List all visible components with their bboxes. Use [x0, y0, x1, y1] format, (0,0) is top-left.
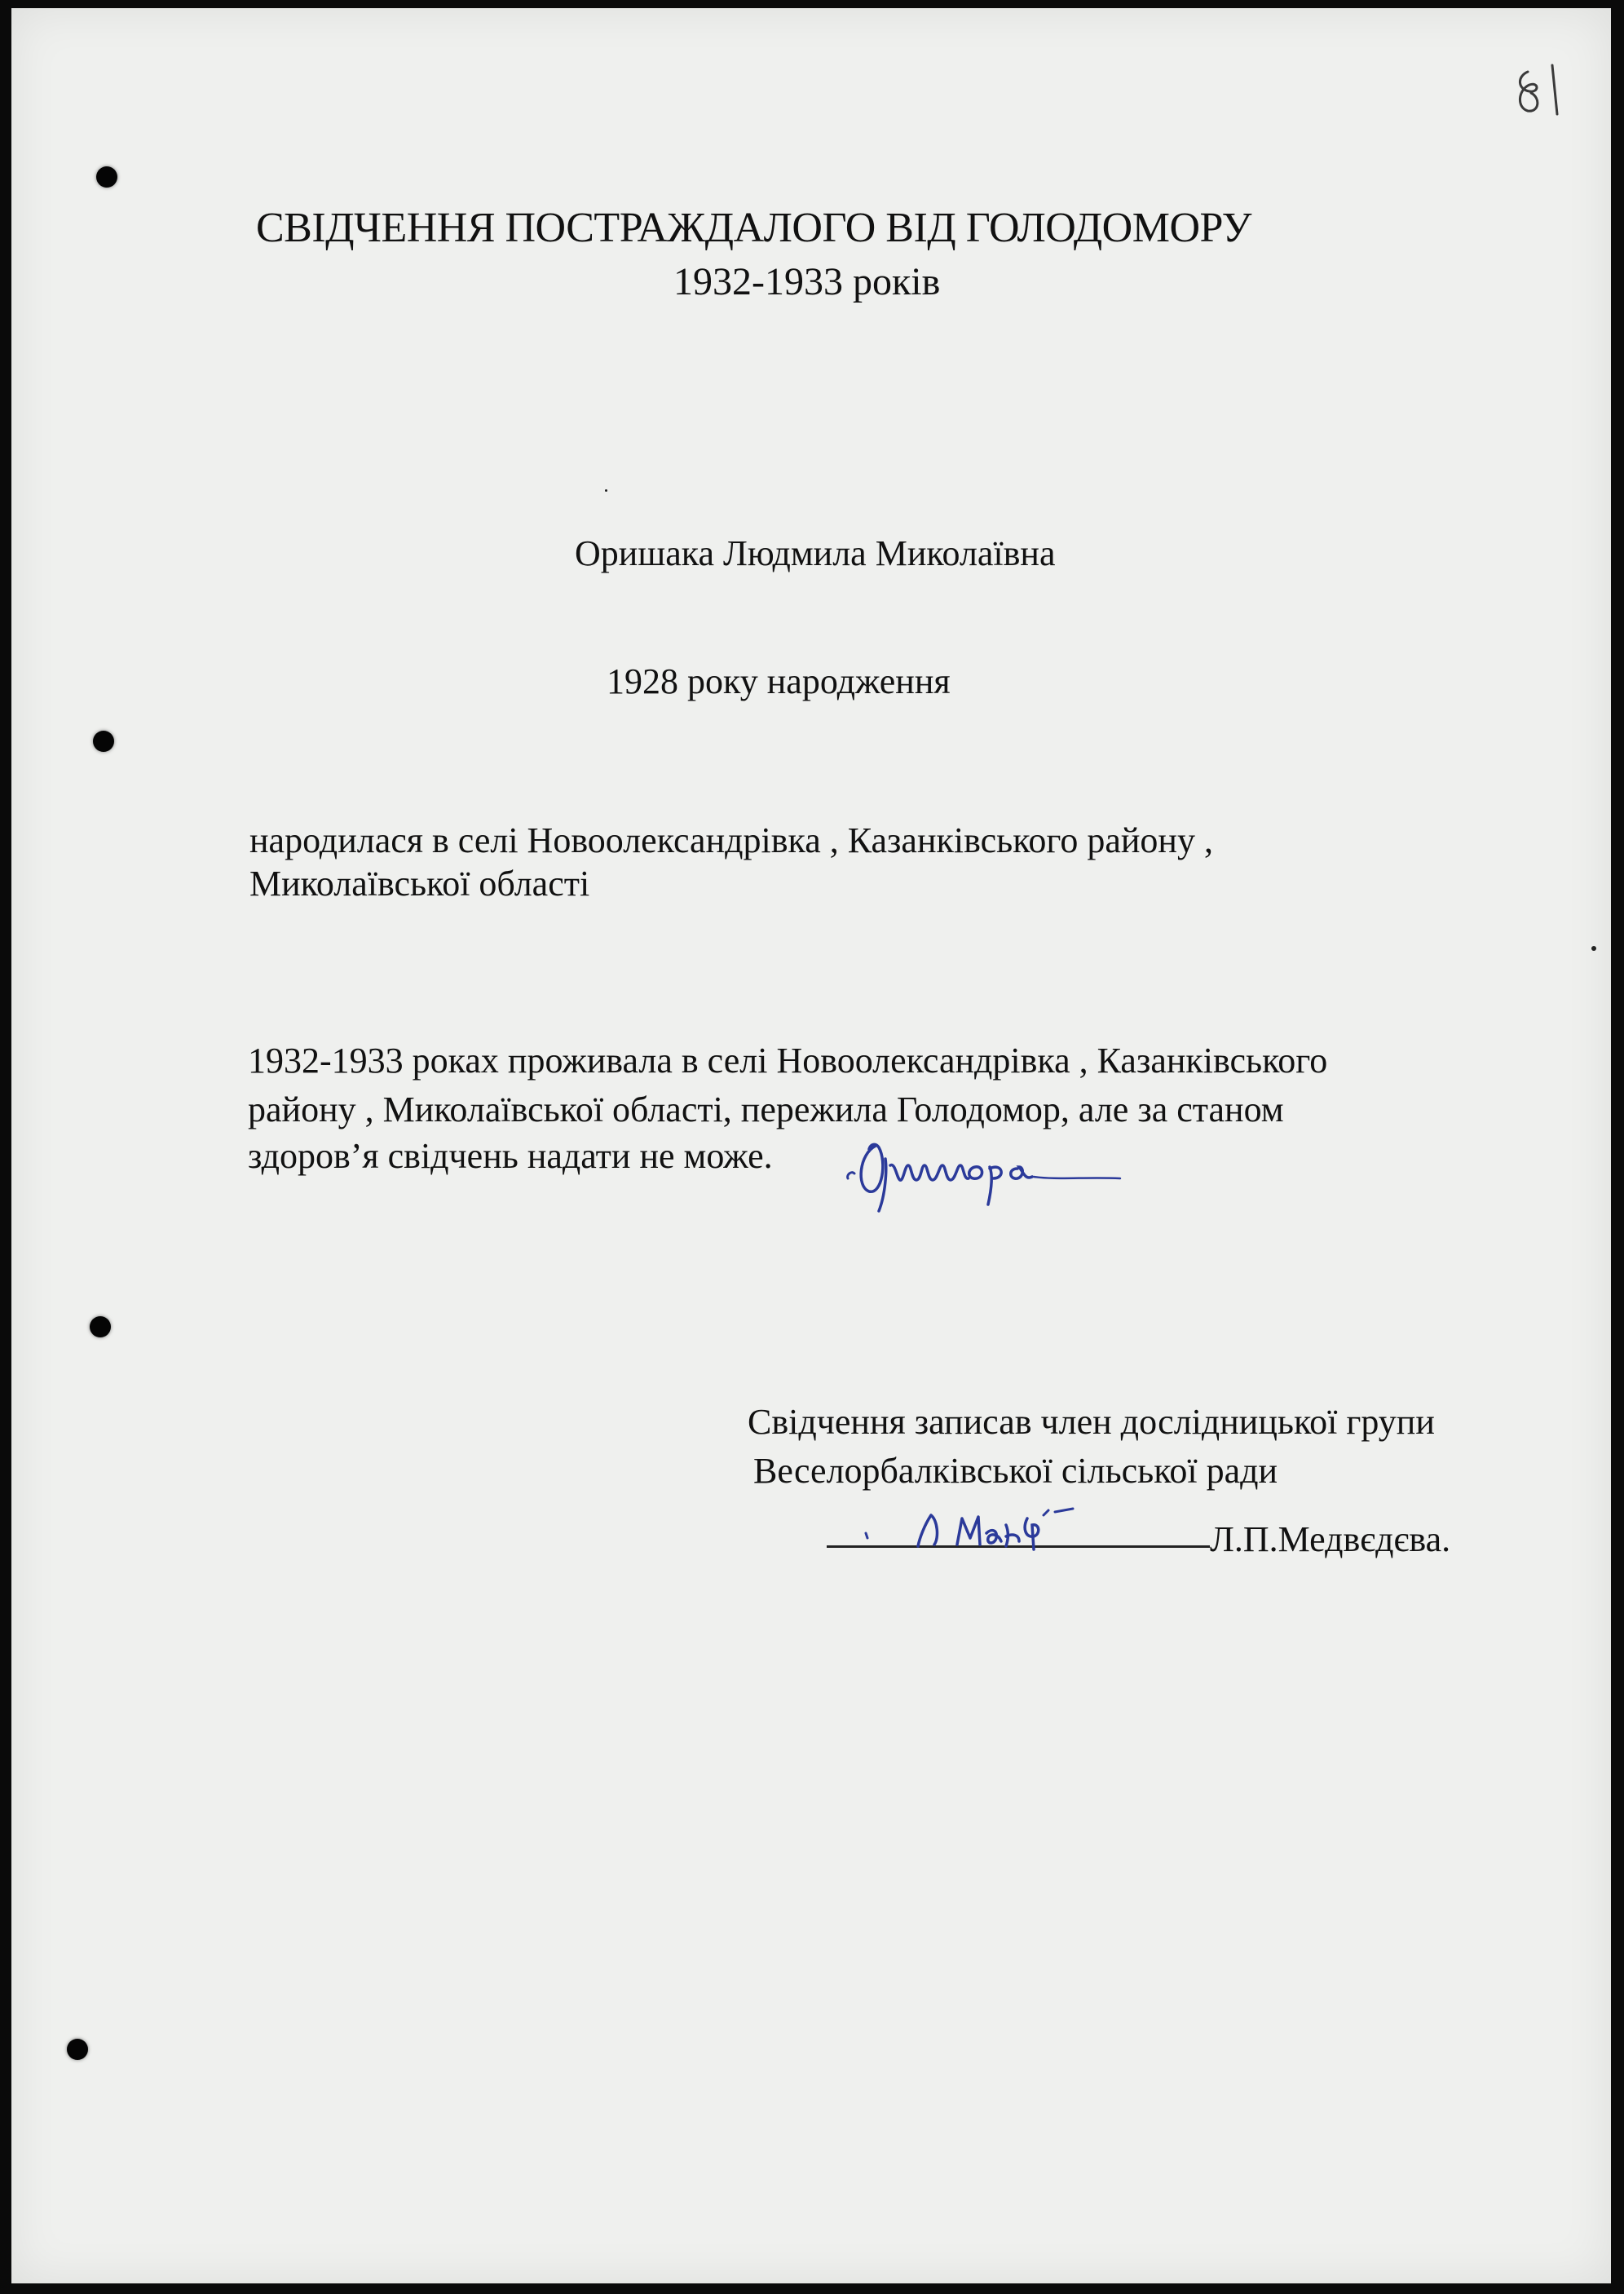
document-subtitle-years: 1932-1933 років: [673, 260, 941, 303]
residence-line: здоров’я свідчень надати не може.: [248, 1136, 773, 1176]
document-page: [11, 8, 1611, 2283]
witness-signature: [843, 1129, 1145, 1219]
residence-line: 1932-1933 роках проживала в селі Новоолександрівка , Казанківського: [248, 1041, 1328, 1081]
punch-hole: [96, 166, 117, 188]
birthplace-line: Миколаївської області: [249, 864, 590, 904]
recorder-caption: Свідчення записав член дослідницької групи: [748, 1402, 1435, 1442]
birth-year: 1928 року народження: [607, 661, 951, 701]
document-title: СВІДЧЕННЯ ПОСТРАЖДАЛОГО ВІД ГОЛОДОМОРУ: [256, 205, 1251, 251]
residence-line: району , Миколаївської області, пережила Голодомор, але за станом: [248, 1090, 1284, 1129]
recorder-caption: Веселорбалківської сільської ради: [753, 1451, 1278, 1491]
witness-name: Оришака Людмила Миколаївна: [575, 533, 1056, 573]
recorder-name: Л.П.Медвєдєва.: [1210, 1519, 1451, 1559]
punch-hole: [67, 2039, 88, 2060]
handwritten-page-number: [1511, 57, 1577, 139]
birthplace-line: народилася в селі Новоолександрівка , Казанківського району ,: [249, 820, 1213, 860]
recorder-signature: [859, 1501, 1153, 1558]
speck: [1591, 946, 1596, 951]
punch-hole: [93, 731, 114, 752]
speck: [605, 489, 607, 492]
punch-hole: [90, 1316, 111, 1337]
